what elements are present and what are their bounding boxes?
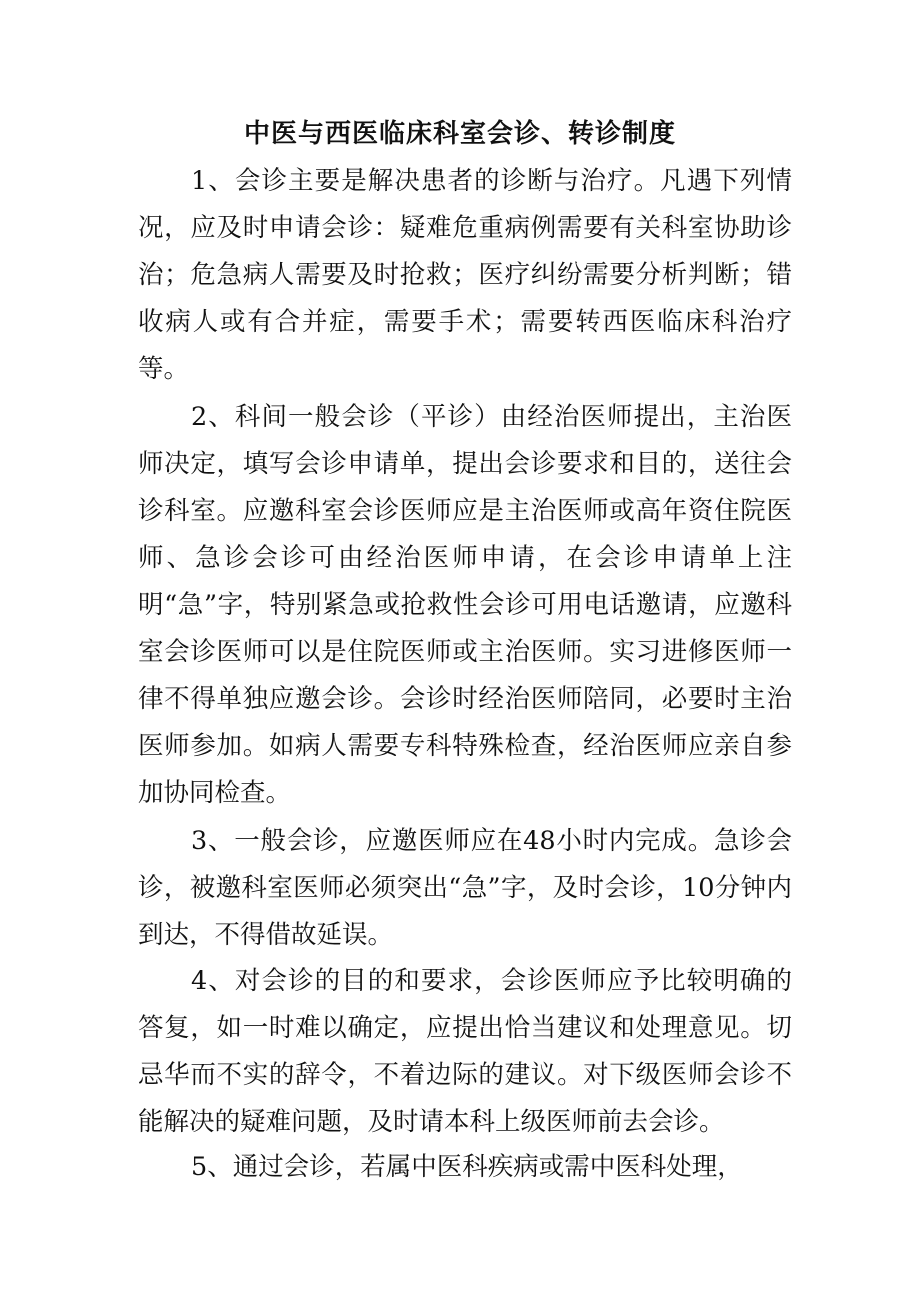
paragraph-1: 1、会诊主要是解决患者的诊断与治疗。凡遇下列情况，应及时申请会诊：疑难危重病例需要有关科室协助诊治；危急病人需要及时抢救；医疗纠纷需要分析判断；错收病人或有合并症，需要手术；需要转西医临床科治疗等。: [138, 166, 792, 384]
paragraph-2: 2、科间一般会诊（平诊）由经治医师提出，主治医师决定，填写会诊申请单，提出会诊要求和目的，送往会诊科室。应邀科室会诊医师应是主治医师或高年资住院医师、急诊会诊可由经治医师申请，在会诊申请单上注明“急”字，特别紧急或抢救性会诊可用电话邀请，应邀科室会诊医师可以是住院医师或主治医师。实习进修医师一律不得单独应邀会诊。会诊时经治医师陪同，必要时主治医师参加。如病人需要专科特殊检查，经治医师应亲自参加协同检查。: [138, 402, 792, 808]
document-title: 中医与西医临床科室会诊、转诊制度: [243, 119, 676, 149]
paragraph-4: 4、对会诊的目的和要求，会诊医师应予比较明确的答复，如一时难以确定，应提出恰当建议和处理意见。切忌华而不实的辞令，不着边际的建议。对下级医师会诊不能解决的疑难问题，及时请本科上级医师前去会诊。: [138, 966, 792, 1137]
paragraph-5: 5、通过会诊，若属中医科疾病或需中医科处理，: [191, 1152, 743, 1182]
paragraph-3: 3、一般会诊，应邀医师应在48小时内完成。急诊会诊，被邀科室医师必须突出“急”字，及时会诊，10分钟内到达，不得借故延误。: [138, 826, 792, 950]
